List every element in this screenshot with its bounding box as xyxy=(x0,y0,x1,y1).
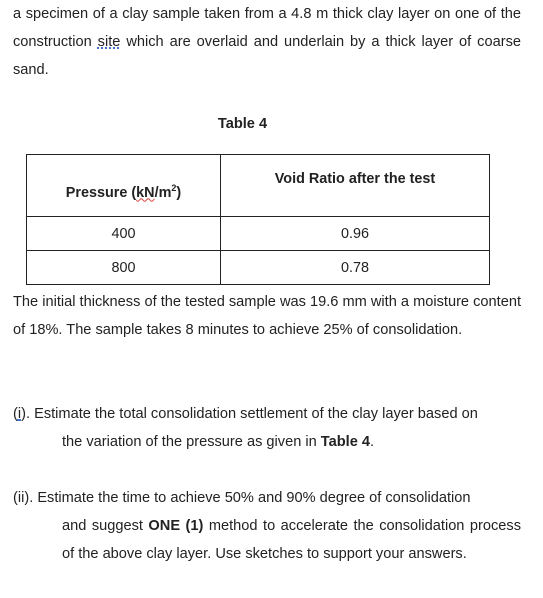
table-header-row xyxy=(27,155,490,217)
question-ii-text: Estimate the time to achieve 50% and 90% degree of consolidation xyxy=(33,490,471,506)
header-pressure-unit: kN xyxy=(136,184,155,201)
table-row xyxy=(27,217,490,251)
header-pressure: Pressure $(kN/m^2)$ xyxy=(27,155,221,217)
header-void-ratio: Void Ratio after the test xyxy=(220,155,489,217)
question-ii xyxy=(13,484,521,568)
question-i-number: (i). xyxy=(13,406,31,422)
question-i-continuation: the variation of the pressure as given in Table 4. xyxy=(62,434,375,450)
intro-site-word: site xyxy=(97,34,121,50)
question-i-text: Estimate the total consolidation settlement of the clay layer based on xyxy=(30,406,478,422)
question-i xyxy=(13,400,521,456)
intro-text-1: a specimen of a clay sample taken from a 4.8 m thick clay layer on one of the construction xyxy=(13,6,521,50)
intro-text-2: which are overlaid and underlain by a thick layer of coarse sand. xyxy=(13,34,521,78)
cell-pressure: 400 xyxy=(27,217,221,251)
question-ii-number: (ii). xyxy=(13,490,34,506)
cell-pressure: 800 xyxy=(27,251,221,285)
cell-void-ratio: 0.78 xyxy=(220,251,489,285)
intro-paragraph xyxy=(13,0,521,84)
table-caption: Table 4 xyxy=(217,116,268,132)
pressure-void-ratio-table xyxy=(26,154,490,285)
description-paragraph: The initial thickness of the tested sample was 19.6 mm with a moisture content of 18%. The sample takes 8 minutes to achieve 25% of consolidation. xyxy=(13,294,521,338)
question-ii-continuation: and suggest ONE (1) method to accelerate the consolidation process of the above clay layer. Use sketches to support your answers. xyxy=(62,518,522,562)
emphasis-one: ONE (1) xyxy=(148,518,204,534)
table-reference: Table 4 xyxy=(320,434,371,450)
table-row xyxy=(27,251,490,285)
cell-void-ratio: 0.96 xyxy=(220,217,489,251)
